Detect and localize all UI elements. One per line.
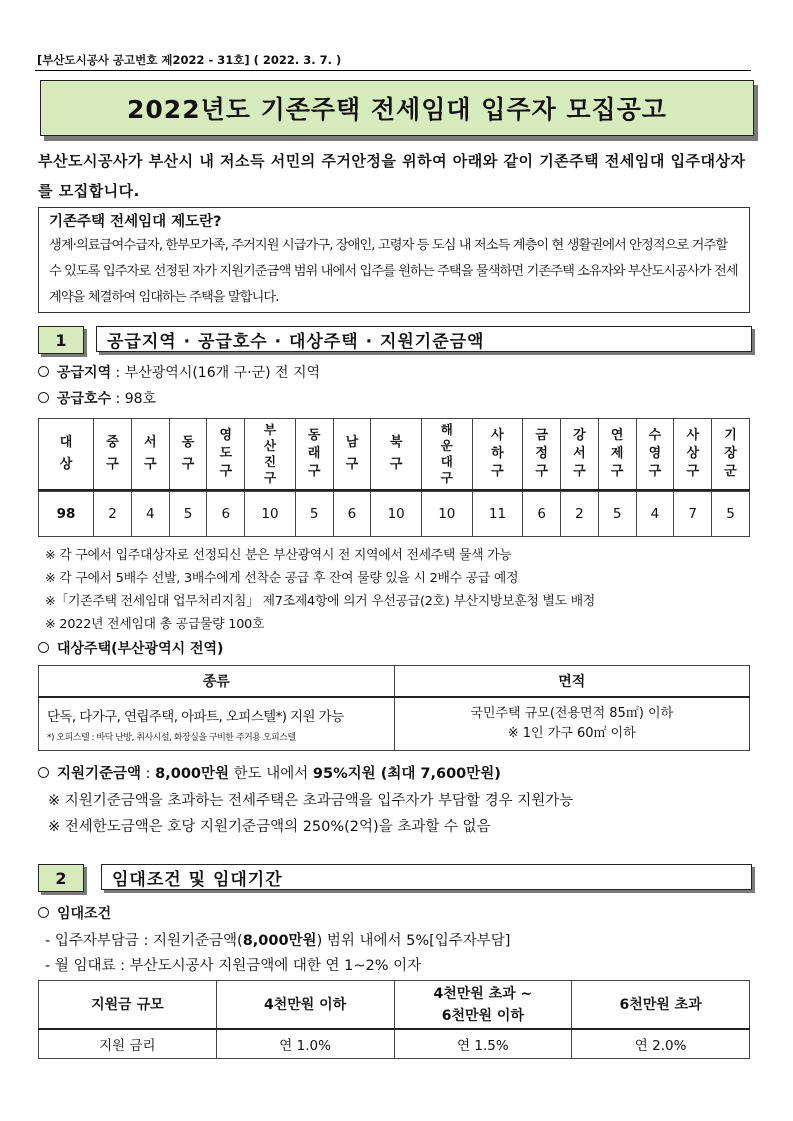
note-2: ※ 각 구에서 5배수 선발, 3배수에게 선착순 공급 후 잔여 물량 있을 시 2배수 공급 예정 bbox=[45, 571, 519, 586]
support-percent: 95%지원 bbox=[312, 766, 376, 782]
support-note-1: ※ 지원기준금액을 초과하는 전세주택은 초과금액을 입주자가 부담할 경우 지원가능 bbox=[48, 793, 574, 809]
district-name-cell bbox=[712, 419, 750, 491]
definition-title: 기존주택 전세임대 제도란? bbox=[49, 214, 222, 230]
district-name-char: 구 bbox=[263, 470, 277, 485]
housing-type-header: 종류 bbox=[39, 666, 395, 698]
housing-type-cell bbox=[39, 697, 395, 751]
page-title-text: 2022년도 기존주택 전세임대 입주자 모집공고 bbox=[127, 95, 667, 124]
district-name-cell bbox=[131, 419, 169, 491]
district-name-char: 구 bbox=[307, 464, 321, 479]
district-count-cell: 11 bbox=[472, 492, 523, 537]
district-name-cell bbox=[245, 419, 296, 491]
support-amount-line bbox=[38, 762, 501, 783]
district-name-char: 구 bbox=[610, 464, 624, 479]
district-name-char: 구 bbox=[106, 457, 119, 472]
rate-header-under-40m: 4천만원 이하 bbox=[216, 981, 394, 1030]
district-name-cell bbox=[636, 419, 674, 491]
district-name-char: 구 bbox=[345, 457, 359, 472]
rate-row-label: 지원 금리 bbox=[39, 1029, 217, 1059]
section-1-title: 공급지역 · 공급호수 · 대상주택 · 지원기준금액 bbox=[96, 326, 752, 352]
district-name-char: 연 bbox=[610, 428, 624, 443]
district-name-char: 동 bbox=[307, 428, 321, 443]
district-name-cell bbox=[295, 419, 333, 491]
rate-header-scale: 지원금 규모 bbox=[39, 981, 217, 1030]
district-count-cell: 10 bbox=[422, 492, 473, 537]
district-name-char: 정 bbox=[535, 446, 548, 461]
housing-type-table bbox=[38, 665, 750, 751]
district-count-cell: 5 bbox=[598, 492, 636, 537]
bullet-circle-icon bbox=[38, 366, 49, 377]
definition-box bbox=[38, 207, 750, 313]
district-name-char: 산 bbox=[263, 438, 277, 453]
district-name-char: 구 bbox=[573, 464, 586, 479]
district-name-char: 구 bbox=[389, 457, 403, 472]
district-count-cell: 7 bbox=[674, 492, 712, 537]
tenant-burden-line bbox=[45, 929, 510, 950]
district-table bbox=[38, 418, 750, 537]
district-name-cell bbox=[169, 419, 207, 491]
housing-area-cell bbox=[394, 697, 750, 751]
district-name-char: 기 bbox=[724, 428, 737, 443]
district-count-cell: 6 bbox=[207, 492, 245, 537]
bullet-circle-icon bbox=[38, 907, 49, 918]
district-name-char: 구 bbox=[648, 464, 662, 479]
district-count-cell: 5 bbox=[295, 492, 333, 537]
district-name-char: 서 bbox=[143, 435, 157, 450]
rate-under-40m: 연 1.0% bbox=[216, 1029, 394, 1059]
district-name-char: 구 bbox=[535, 464, 548, 479]
district-count-cell: 2 bbox=[561, 492, 599, 537]
district-name-cell bbox=[39, 419, 94, 491]
officetel-note: *) 오피스텔 : 바닥 난방, 취사시설, 화장실을 구비한 주거용 오피스텔 bbox=[47, 733, 296, 743]
district-name-char: 강 bbox=[573, 428, 586, 443]
district-name-char: 북 bbox=[389, 435, 403, 450]
district-name-char: 남 bbox=[345, 435, 359, 450]
support-amount-value: 8,000만원 bbox=[155, 766, 230, 782]
district-name-char: 영 bbox=[648, 446, 662, 461]
section-2-title: 임대조건 및 임대기간 bbox=[101, 864, 752, 890]
page-title bbox=[40, 80, 754, 136]
tenant-burden-post: ) 범위 내에서 5%[입주자부담] bbox=[316, 933, 511, 949]
header-divider bbox=[35, 70, 751, 71]
district-name-char: 사 bbox=[491, 428, 504, 443]
district-name-char: 진 bbox=[263, 454, 277, 469]
district-name-char: 중 bbox=[106, 435, 119, 450]
district-name-char: 래 bbox=[307, 446, 321, 461]
district-name-char: 해 bbox=[440, 422, 453, 437]
district-name-char: 대 bbox=[440, 454, 453, 469]
supply-count-value: : 98호 bbox=[111, 391, 157, 407]
district-name-cell bbox=[207, 419, 245, 491]
district-name-char: 사 bbox=[686, 428, 699, 443]
district-name-char: 대 bbox=[59, 435, 73, 450]
district-count-cell: 6 bbox=[523, 492, 561, 537]
supply-count-label: 공급호수 bbox=[57, 391, 112, 407]
support-amount-label: 지원기준금액 bbox=[57, 766, 142, 782]
district-count-cell: 10 bbox=[371, 492, 422, 537]
district-name-char: 동 bbox=[181, 435, 195, 450]
rent-condition-line bbox=[38, 903, 111, 923]
district-name-char: 하 bbox=[491, 446, 504, 461]
supply-area-line bbox=[38, 362, 320, 382]
tenant-burden-amount: 8,000만원 bbox=[242, 933, 317, 949]
area-limit-text: 국민주택 규모(전용면적 85㎡) 이하 bbox=[470, 706, 674, 721]
housing-type-text: 단독, 다가구, 연립주택, 아파트, 오피스텔*) 지원 가능 bbox=[47, 709, 344, 725]
district-name-cell bbox=[472, 419, 523, 491]
rate-header-40m-60m-line2: 6천만원 이하 bbox=[441, 1007, 524, 1024]
supply-count-line bbox=[38, 388, 156, 408]
district-name-char: 장 bbox=[724, 446, 737, 461]
note-3: ※「기존주택 전세임대 업무처리지침」 제7조제4항에 의거 우선공급(2호) 부산지방보훈청 별도 배정 bbox=[45, 594, 596, 609]
district-name-char: 구 bbox=[440, 470, 453, 485]
bullet-circle-icon bbox=[38, 767, 49, 778]
target-housing-label: 대상주택(부산광역시 전역) bbox=[57, 641, 224, 657]
interest-rate-table bbox=[38, 980, 750, 1059]
district-name-cell bbox=[561, 419, 599, 491]
section-1-number: 1 bbox=[38, 326, 84, 354]
rate-over-60m: 연 2.0% bbox=[572, 1029, 750, 1059]
district-name-char: 수 bbox=[648, 428, 662, 443]
district-name-char: 구 bbox=[686, 464, 699, 479]
district-count-cell: 5 bbox=[712, 492, 750, 537]
housing-area-header: 면적 bbox=[394, 666, 750, 698]
district-name-cell bbox=[598, 419, 636, 491]
bullet-circle-icon bbox=[38, 642, 49, 653]
note-1: ※ 각 구에서 입주대상자로 선정되신 분은 부산광역시 전 지역에서 전세주택 물색 가능 bbox=[45, 548, 512, 563]
district-count-cell: 6 bbox=[333, 492, 371, 537]
district-name-char: 군 bbox=[724, 464, 737, 479]
district-count-cell: 4 bbox=[131, 492, 169, 537]
single-household-area-text: ※ 1인 가구 60㎡ 이하 bbox=[507, 726, 636, 741]
district-name-char: 상 bbox=[59, 457, 73, 472]
district-name-char: 구 bbox=[219, 464, 233, 479]
district-name-char: 영 bbox=[219, 428, 233, 443]
district-count-cell: 2 bbox=[94, 492, 132, 537]
support-max: (최대 7,600만원) bbox=[375, 766, 501, 782]
rate-header-40m-60m bbox=[394, 981, 572, 1030]
support-mid-text: 한도 내에서 bbox=[229, 766, 313, 782]
definition-body: 생계‧의료급여수급자, 한부모가족, 주거지원 시급가구, 장애인, 고령자 등 도심 내 저소득 계층이 현 생활권에서 안정적으로 거주할 수 있도록 입주자로 선정된 자가 지원기준금액 범위 내에서 입주를 원하는 주택을 물색하면 기존주택 소유자와 부산도시공사가 전세계약을 체결하여 임대하는 주택을 말합니다. bbox=[49, 238, 738, 305]
intro-paragraph: 부산도시공사가 부산시 내 저소득 서민의 주거안정을 위하여 아래와 같이 기존주택 전세임대 입주대상자를 모집합니다. bbox=[38, 152, 746, 200]
announcement-number: [부산도시공사 공고번호 제2022 - 31호] ( 2022. 3. 7. ) bbox=[37, 53, 342, 67]
district-name-cell bbox=[674, 419, 712, 491]
district-name-char: 구 bbox=[143, 457, 157, 472]
district-count-cell: 10 bbox=[245, 492, 296, 537]
district-name-char: 구 bbox=[491, 464, 504, 479]
rate-40m-60m: 연 1.5% bbox=[394, 1029, 572, 1059]
district-name-char: 도 bbox=[219, 446, 233, 461]
district-count-cell: 5 bbox=[169, 492, 207, 537]
support-note-2: ※ 전세한도금액은 호당 지원기준금액의 250%(2억)을 초과할 수 없음 bbox=[48, 819, 491, 835]
district-name-char: 구 bbox=[181, 457, 195, 472]
section-2-number: 2 bbox=[38, 864, 84, 892]
supply-area-value: : 부산광역시(16개 구·군) 전 지역 bbox=[111, 365, 321, 381]
bullet-circle-icon bbox=[38, 392, 49, 403]
support-separator: : bbox=[141, 766, 156, 782]
note-4: ※ 2022년 전세임대 총 공급물량 100호 bbox=[45, 617, 265, 632]
district-name-char: 제 bbox=[610, 446, 624, 461]
rate-header-over-60m: 6천만원 초과 bbox=[572, 981, 750, 1030]
monthly-rent-line: - 월 임대료 : 부산도시공사 지원금액에 대한 연 1~2% 이자 bbox=[45, 958, 422, 974]
district-name-cell bbox=[371, 419, 422, 491]
district-name-char: 금 bbox=[535, 428, 548, 443]
district-name-char: 부 bbox=[263, 422, 277, 437]
target-housing-line bbox=[38, 638, 223, 658]
district-name-char: 운 bbox=[440, 438, 453, 453]
rate-header-40m-60m-line1: 4천만원 초과 ~ bbox=[433, 985, 533, 1002]
supply-area-label: 공급지역 bbox=[57, 365, 112, 381]
district-name-cell bbox=[422, 419, 473, 491]
district-count-cell: 4 bbox=[636, 492, 674, 537]
district-name-cell bbox=[333, 419, 371, 491]
district-name-char: 상 bbox=[686, 446, 699, 461]
rent-condition-label: 임대조건 bbox=[57, 906, 112, 922]
district-count-cell: 98 bbox=[39, 492, 94, 537]
tenant-burden-pre: - 입주자부담금 : 지원기준금액( bbox=[45, 933, 243, 949]
district-name-char: 서 bbox=[573, 446, 586, 461]
district-name-cell bbox=[523, 419, 561, 491]
district-name-cell bbox=[94, 419, 132, 491]
